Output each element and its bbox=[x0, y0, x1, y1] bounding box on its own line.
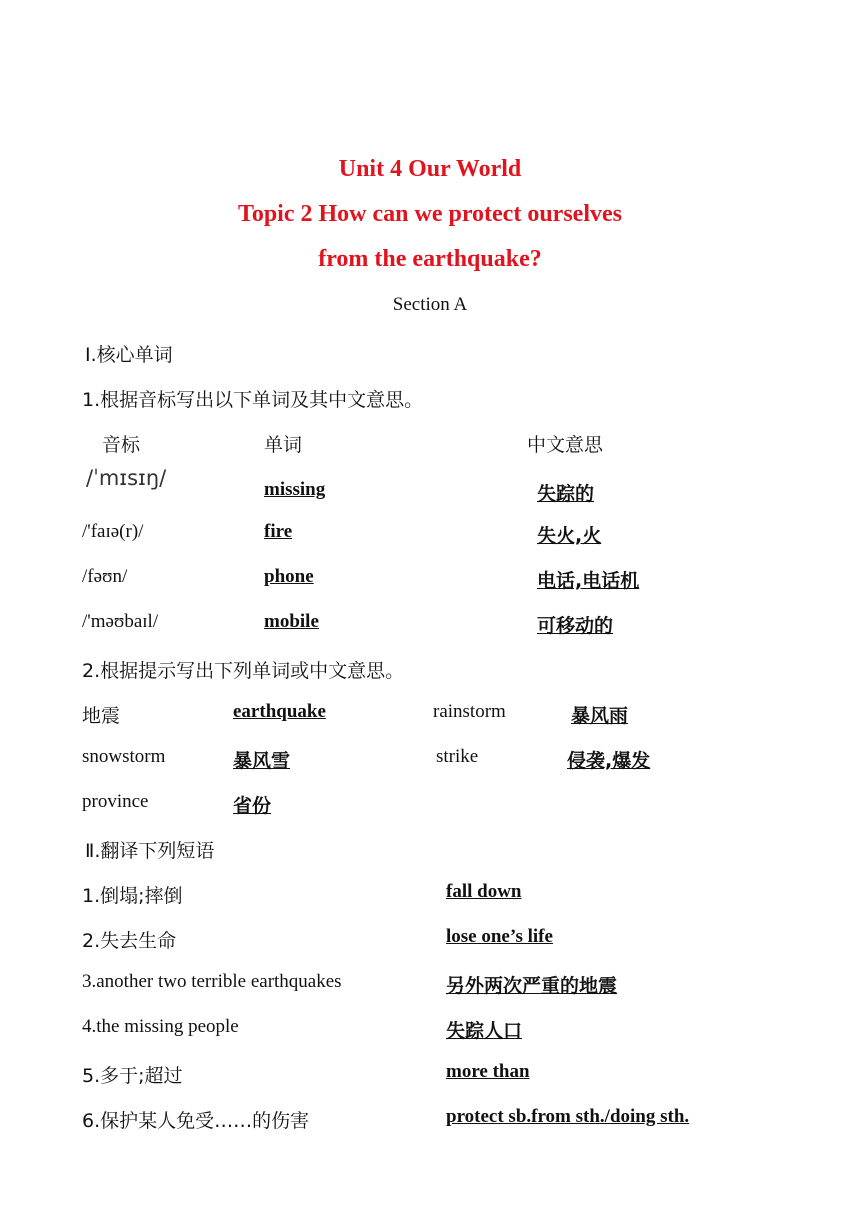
phrase-answer-2: lose one’s life bbox=[446, 926, 553, 947]
col-header-word: 单词 bbox=[264, 434, 303, 456]
q2-answer-3: 暴风雪 bbox=[233, 750, 291, 772]
phrase-answer-4: 失踪人口 bbox=[446, 1020, 523, 1042]
word-answer-2: fire bbox=[264, 521, 293, 542]
title-topic: Topic 2 How can we protect ourselves bbox=[238, 201, 622, 227]
phrase-prompt-6: 6.保护某人免受……的伤害 bbox=[82, 1110, 310, 1132]
q2-prompt-4: strike bbox=[436, 746, 479, 767]
meaning-answer-2: 失火,火 bbox=[537, 525, 602, 547]
q2-prompt-5: province bbox=[82, 791, 149, 812]
phrase-answer-6: protect sb.from sth./doing sth. bbox=[446, 1106, 690, 1127]
phrase-prompt-5: 5.多于;超过 bbox=[82, 1065, 183, 1087]
phrase-answer-5: more than bbox=[446, 1061, 530, 1082]
phrase-prompt-2: 2.失去生命 bbox=[82, 930, 177, 952]
phrase-prompt-3: 3.another two terrible earthquakes bbox=[82, 971, 342, 992]
col-header-phonetic: 音标 bbox=[102, 434, 141, 456]
part2-heading: Ⅱ.翻译下列短语 bbox=[85, 840, 215, 862]
meaning-answer-3: 电话,电话机 bbox=[537, 570, 640, 592]
section-label: Section A bbox=[392, 294, 468, 315]
part1-heading: Ⅰ.核心单词 bbox=[85, 344, 173, 366]
phonetic-2: /'faɪə(r)/ bbox=[82, 521, 144, 542]
q2-answer-5: 省份 bbox=[233, 795, 272, 817]
meaning-answer-4: 可移动的 bbox=[537, 615, 614, 637]
title-topic-cont: from the earthquake? bbox=[318, 246, 542, 272]
q2-prompt-1: 地震 bbox=[82, 705, 121, 727]
meaning-answer-1: 失踪的 bbox=[537, 483, 595, 505]
q2-instruction: 2.根据提示写出下列单词或中文意思。 bbox=[82, 660, 405, 682]
word-answer-4: mobile bbox=[264, 611, 319, 632]
word-answer-3: phone bbox=[264, 566, 314, 587]
q2-prompt-2: rainstorm bbox=[433, 701, 506, 722]
word-answer-1: missing bbox=[264, 479, 326, 500]
q1-instruction: 1.根据音标写出以下单词及其中文意思。 bbox=[82, 389, 424, 411]
q2-answer-2: 暴风雨 bbox=[571, 705, 629, 727]
q2-answer-1: earthquake bbox=[233, 701, 326, 722]
phonetic-3: /fəʊn/ bbox=[82, 566, 128, 587]
q2-answer-4: 侵袭,爆发 bbox=[567, 750, 651, 772]
col-header-meaning: 中文意思 bbox=[527, 434, 604, 456]
q2-prompt-3: snowstorm bbox=[82, 746, 166, 767]
phonetic-1: /ˈmɪsɪŋ/ bbox=[86, 466, 167, 490]
phonetic-4: /'məʊbaɪl/ bbox=[82, 611, 159, 632]
phrase-answer-1: fall down bbox=[446, 881, 522, 902]
phrase-answer-3: 另外两次严重的地震 bbox=[446, 975, 618, 997]
phrase-prompt-1: 1.倒塌;摔倒 bbox=[82, 885, 183, 907]
phrase-prompt-4: 4.the missing people bbox=[82, 1016, 239, 1037]
title-unit: Unit 4 Our World bbox=[338, 156, 522, 182]
